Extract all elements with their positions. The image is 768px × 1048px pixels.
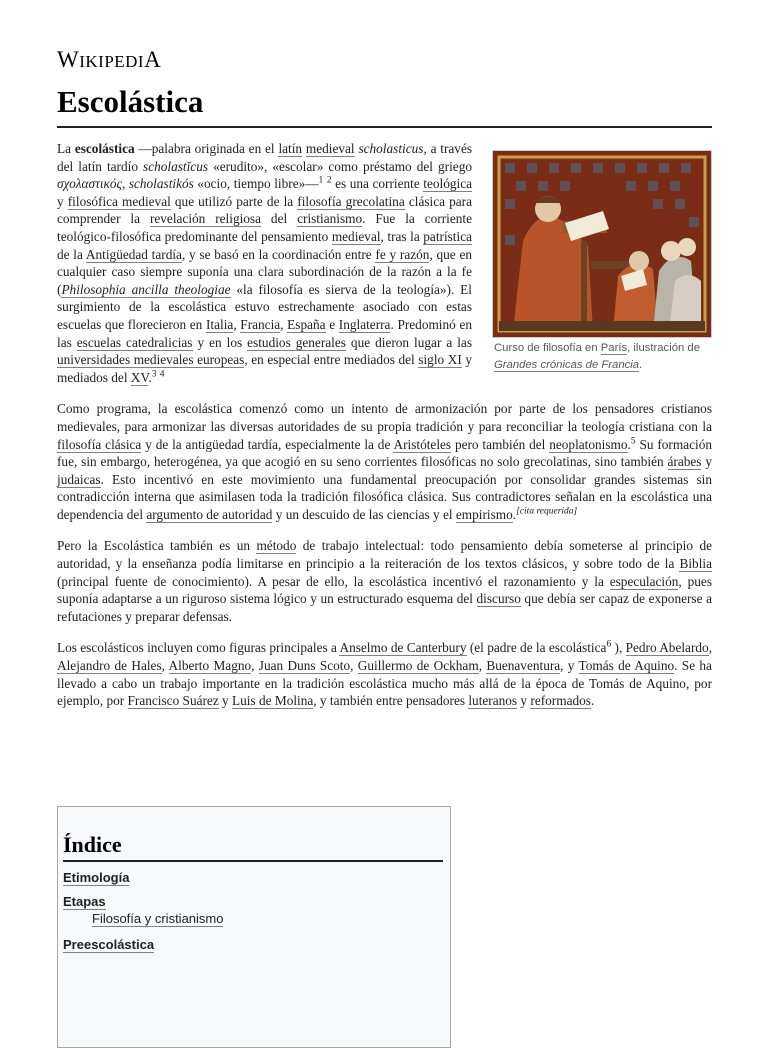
wiki-link[interactable]: Philosophia ancilla theologiae	[61, 281, 231, 297]
wiki-link[interactable]: Inglaterra	[338, 316, 391, 332]
text-run: .	[627, 436, 631, 452]
wiki-link[interactable]: argumento de autoridad	[146, 506, 273, 522]
text-run: y un descuido de las ciencias y el	[272, 506, 456, 522]
text-run: clásica para comprender la	[57, 193, 472, 227]
figure-caption	[492, 340, 712, 374]
toc-item-label: Filosofía y cristianismo	[92, 911, 224, 926]
text-run: ,	[708, 640, 713, 656]
text-run: ,	[280, 316, 288, 332]
wiki-link[interactable]: Pedro Abelardo	[625, 640, 709, 656]
wiki-link[interactable]: revelación religiosa	[149, 211, 262, 227]
text-run: , y	[560, 658, 579, 674]
toc-item-filosofia-cristianismo[interactable]	[92, 911, 223, 926]
wiki-link[interactable]: filosófica medieval	[67, 193, 171, 209]
text-run: y	[218, 693, 233, 709]
text-run: (principal fuente de conocimiento). A pesar de ello, la escolástica incentivó el razonamiento y la	[57, 573, 610, 589]
wiki-link[interactable]: Biblia	[679, 556, 712, 572]
text-run: del	[261, 211, 298, 227]
text-run: scholastĭcus	[143, 158, 209, 174]
toc-item-label: Etimología	[63, 870, 130, 885]
wiki-link[interactable]: patrística	[423, 228, 472, 244]
text-run: ,	[478, 658, 487, 674]
wiki-link[interactable]: discurso	[476, 591, 521, 607]
wiki-link[interactable]: Aristóteles	[393, 436, 452, 452]
wiki-link[interactable]: siglo XI	[418, 352, 462, 368]
wordmark-initial: W	[57, 47, 80, 72]
toc-item-label: Preescolástica	[63, 937, 155, 952]
table-of-contents	[57, 806, 451, 1048]
wiki-link[interactable]: XV	[130, 369, 149, 385]
text-run: , a través del latín tardío	[57, 141, 473, 174]
wiki-link[interactable]: árabes	[667, 454, 702, 470]
text-run: ,	[121, 176, 129, 192]
illustration-graphic	[493, 151, 711, 337]
wiki-link[interactable]: escuelas catedralicias	[76, 334, 193, 350]
wiki-link[interactable]: Francisco Suárez	[127, 693, 219, 709]
wiki-link[interactable]: Francia	[240, 316, 281, 332]
text-run: ,	[161, 658, 169, 674]
manuscript-illustration-image[interactable]	[492, 150, 712, 338]
text-run: de la	[57, 246, 86, 262]
wiki-link[interactable]: Buenaventura	[486, 658, 561, 674]
text-run: . Esto incentivó en este movimiento una fundamental preocupación por consolidar grandes sistemas sin contradicción interna que asimilasen toda la tradición filosófica clásica. Sus contradictores señalan en la escolástica una dependencia del	[57, 471, 712, 522]
text-run: La	[57, 141, 75, 156]
text-run: pero también del	[451, 436, 550, 452]
text-run: , que en cualquier caso siempre suponía una clara subordinación de la razón a la fe (	[57, 246, 472, 297]
wiki-link[interactable]: estudios generales	[247, 334, 346, 350]
wiki-link[interactable]: Luis de Molina	[232, 693, 314, 709]
wiki-link[interactable]: Alberto Magno	[168, 658, 252, 674]
wiki-link[interactable]: Juan Duns Scoto	[258, 658, 351, 674]
text-run: ),	[611, 640, 626, 656]
toc-item-label: Etapas	[63, 894, 106, 909]
wiki-link[interactable]: cristianismo	[297, 211, 363, 227]
citation-ref[interactable]: 5	[630, 436, 636, 447]
text-run: scholasticus	[358, 141, 424, 156]
toc-item-etapas[interactable]	[63, 894, 106, 909]
citation-ref[interactable]: [cita requerida]	[516, 506, 578, 517]
wiki-link[interactable]: neoplatonismo	[549, 436, 628, 452]
wiki-link[interactable]: teológica	[423, 176, 472, 192]
figure	[492, 150, 712, 374]
text-run: (el padre de la escolástica	[466, 640, 607, 656]
text-run: scholastikós	[128, 176, 194, 192]
text-run: σχολαστικός	[57, 176, 122, 192]
wiki-link[interactable]: filosofía clásica	[57, 436, 142, 452]
text-run: , tras la	[380, 228, 424, 244]
text-run: que utilizó parte de la	[170, 193, 298, 209]
text-run: —palabra originada en el	[134, 141, 279, 156]
text-run: Como programa, la escolástica comenzó como un intento de armonización por parte de los pensadores cristianos medievales, para armonizar las diversas autoridades de su propia tradición y para reconciliar la teología cristiana con la	[57, 401, 712, 434]
caption-text-mid: , ilustración de	[627, 342, 700, 354]
citation-ref[interactable]: 1	[318, 175, 324, 186]
citation-ref[interactable]: 6	[606, 640, 612, 651]
wiki-link[interactable]: Anselmo de Canterbury	[339, 640, 467, 656]
toc-title: Índice	[63, 832, 443, 862]
citation-ref[interactable]: 3	[151, 369, 157, 380]
caption-link-chronicles[interactable]: Grandes crónicas de Francia	[494, 359, 640, 371]
wordmark-end: A	[144, 47, 162, 72]
paragraph-method	[57, 537, 712, 625]
wikipedia-wordmark[interactable]	[57, 47, 161, 73]
text-run: ,	[251, 658, 259, 674]
text-run: .	[512, 506, 517, 522]
wiki-link[interactable]: latín	[278, 141, 303, 156]
text-run: Su formación fue, sin embargo, heterogénea, ya que acogió en su seno corrientes filosóficas no solo grecolatinas, sino también	[57, 436, 712, 470]
text-run: «erudito», «escolar» como préstamo del griego	[208, 158, 472, 174]
wiki-link[interactable]: Antigüedad tardía	[85, 246, 182, 262]
wiki-link[interactable]: Alejandro de Hales	[57, 658, 162, 674]
wiki-link[interactable]: medieval	[331, 228, 381, 244]
text-run: e	[325, 316, 339, 332]
wiki-link[interactable]: fe y razón	[375, 246, 430, 262]
toc-item-etimologia[interactable]	[63, 870, 129, 885]
wiki-link[interactable]: Tomás de Aquino	[578, 658, 675, 674]
page-title: Escolástica	[57, 84, 712, 128]
text-run: y en los	[192, 334, 248, 350]
paragraph-program	[57, 400, 712, 523]
wiki-link[interactable]: filosofía grecolatina	[297, 193, 405, 209]
text-run: , en especial entre mediados del	[244, 352, 419, 368]
bold-term: escolástica	[74, 141, 135, 156]
wiki-link[interactable]: España	[287, 316, 326, 332]
paragraph-figures	[57, 639, 712, 709]
citation-ref[interactable]: 2	[326, 175, 332, 186]
text-run: . Se ha llevado a cabo un trabajo importante en la tradición escolástica mucho más allá de la época de Tomás de Aquino, por ejemplo, por	[57, 658, 712, 709]
text-run: es una corriente	[331, 176, 424, 192]
wiki-link[interactable]: método	[256, 538, 297, 554]
wiki-link[interactable]: especulación	[609, 573, 679, 589]
text-run: y de la antigüedad tardía, especialmente la de	[141, 436, 394, 452]
text-run: , y también entre pensadores	[313, 693, 469, 709]
text-run: y	[57, 193, 68, 209]
text-run: Pero la Escolástica también es un	[57, 538, 257, 554]
text-run: .	[148, 369, 152, 385]
wiki-link[interactable]: luteranos	[468, 693, 518, 709]
text-run: Los escolásticos incluyen como figuras principales a	[57, 640, 340, 656]
wiki-link[interactable]: judaicas	[57, 471, 101, 487]
article-body	[57, 140, 712, 724]
wordmark-middle: IKIPEDI	[79, 52, 145, 71]
wiki-link[interactable]: universidades medievales europeas	[57, 352, 245, 368]
text-run: que dieron lugar a las	[345, 334, 473, 350]
wiki-link[interactable]: empirismo	[455, 506, 513, 522]
text-run: y mediados del	[57, 352, 473, 385]
toc-item-preescolastica[interactable]	[63, 937, 154, 952]
caption-text-end: .	[639, 359, 643, 371]
caption-text: Curso de filosofía en	[494, 342, 601, 354]
text-run: , pues suponía adaptarse a un riguroso sistema lógico y un estructurado esquema del	[57, 573, 712, 607]
text-run: ,	[233, 316, 241, 332]
text-run: «ocio, tiempo libre»—	[193, 176, 319, 192]
text-run: y	[517, 693, 531, 709]
text-run: «la filosofía es sierva de la teología»). El surgimiento de la escolástica estuvo estrechamente asociado con estas escuelas que florecieron en	[57, 281, 472, 332]
citation-ref[interactable]: 4	[159, 369, 165, 380]
text-run: ,	[350, 658, 358, 674]
text-run: . Fue la corriente teológico-filosófica predominante del pensamiento	[57, 211, 472, 244]
text-run: de trabajo intelectual: todo pensamiento debía someterse al principio de autoridad, y la enseñanza podía limitarse en principio a la reiteración de los textos clásicos, y sobre todo de la	[57, 538, 712, 572]
caption-link-paris[interactable]: París	[600, 342, 628, 354]
text-run: que debía ser capaz de exponerse a refutaciones y preparar defensas.	[57, 591, 712, 624]
text-run: . Predominó en las	[57, 316, 473, 350]
wiki-link[interactable]: Italia	[205, 316, 234, 332]
text-run: , y se basó en la coordinación entre	[181, 246, 376, 262]
text-run: y	[701, 454, 712, 470]
wiki-link[interactable]: reformados	[530, 693, 591, 709]
text-run: .	[590, 693, 595, 709]
wiki-link[interactable]: medieval	[305, 141, 355, 156]
wiki-link[interactable]: Guillermo de Ockham	[357, 658, 479, 674]
